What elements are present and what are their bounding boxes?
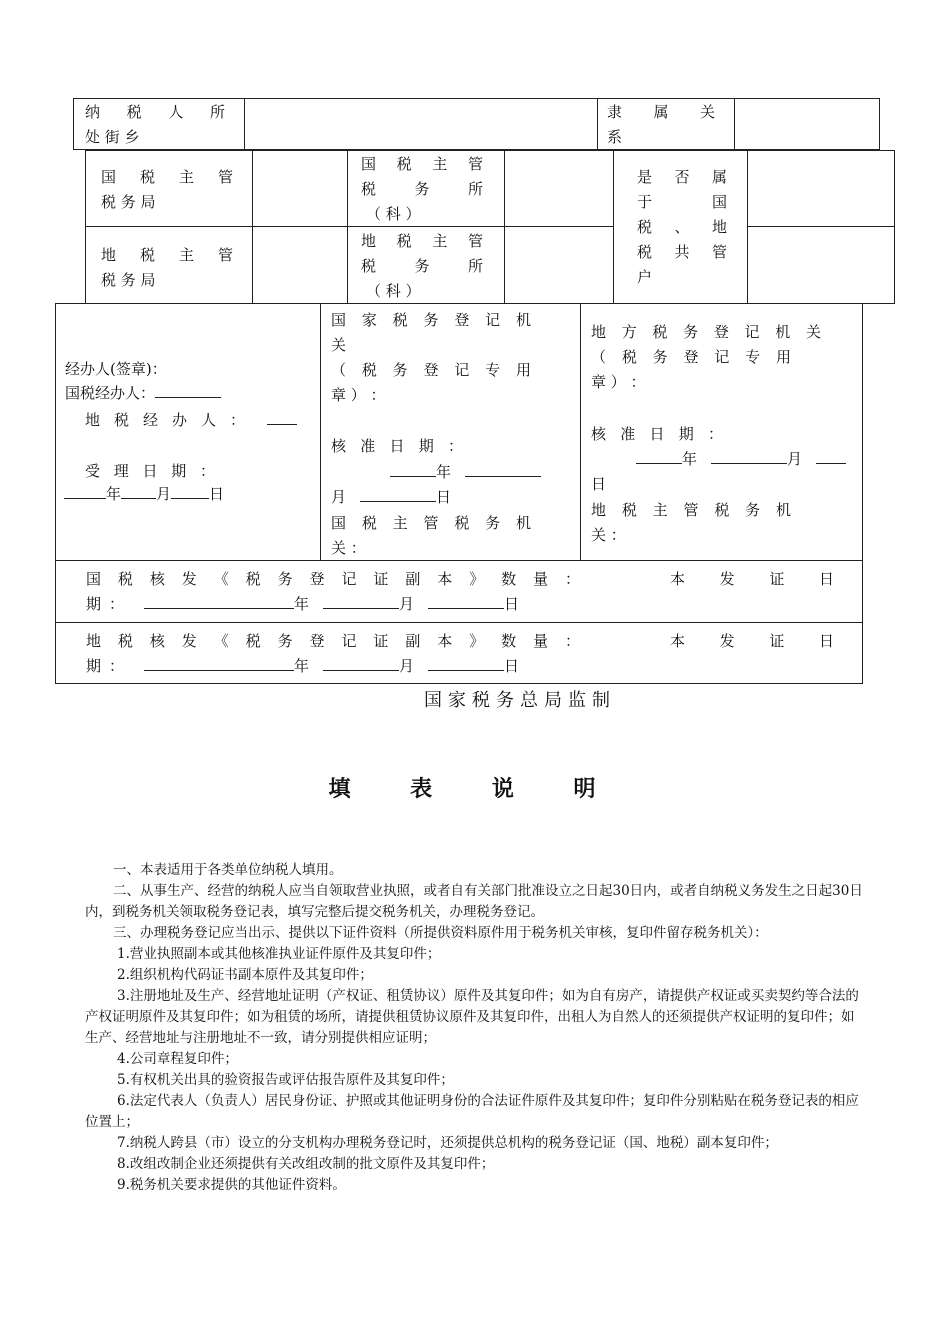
affiliation-value-field[interactable] (734, 98, 880, 150)
supervised-by (0, 686, 950, 712)
nat-approve-month-label: 月 (331, 488, 347, 506)
nat-approve-day-blank[interactable] (360, 487, 436, 502)
nat-reg-line1: 国 家 税 务 登 记 机 (331, 311, 531, 329)
nat-agent-blank[interactable] (155, 383, 221, 398)
loc-agent-text: 地 税 经 办 人 ： (85, 411, 245, 429)
accept-month-blank[interactable] (121, 484, 156, 499)
loc-copy-line1 (86, 629, 838, 654)
nat-issue-year-label: 年 (294, 595, 310, 613)
nat-approve-year-label: 年 (436, 463, 452, 481)
accept-day-blank[interactable] (171, 484, 209, 499)
street-value-field[interactable] (244, 98, 598, 150)
loc-office-label-line1: 地 税 主 管 (361, 232, 483, 250)
loc-reg-line1: 地 方 税 务 登 记 机 关 (591, 323, 821, 341)
nat-agent-text: 国税经办人： (65, 384, 156, 402)
nat-issue-year-blank[interactable] (144, 594, 294, 609)
nat-reg-line4: 章 ） ： (331, 386, 386, 404)
loc-copy-line2 (86, 654, 519, 679)
loc-approve-year-blank[interactable] (636, 449, 682, 464)
nat-issue-day-blank[interactable] (428, 594, 504, 609)
instruction-item: 4.公司章程复印件； (117, 1051, 238, 1067)
nat-copy-label: 国 税 核 发 《 税 务 登 记 证 副 本 》 数 量 ： (86, 570, 580, 588)
instructions-body (85, 860, 865, 1196)
loc-issue-label: 本 发 证 日 (670, 632, 834, 650)
nat-approve-month-blank[interactable] (465, 462, 541, 477)
instruction-item: 7.纳税人跨县（市）设立的分支机构办理税务登记时，还须提供总机构的税务登记证（国、地税）副本复印件； (117, 1135, 778, 1151)
instruction-item: 2.组织机构代码证书副本原件及其复印件； (117, 967, 373, 983)
instruction-item: 1.营业执照副本或其他核准执业证件原件及其复印件； (117, 946, 441, 962)
nat-issue-month-blank[interactable] (323, 594, 399, 609)
nat-office-label-line2: 税 务 所 (361, 180, 483, 198)
instruction-paragraph: 二、从事生产、经营的纳税人应当自领取营业执照，或者自有关部门批准设立之日起30日内，或者自纳税义务发生之日起30日内，到税务机关领取税务登记表，填写完整后提交税务机关，办理税务登记。 (85, 883, 863, 920)
supervised-text: 国家税务总局监制 (424, 690, 616, 711)
nat-issue-label: 本 发 证 日 (670, 570, 834, 588)
loc-agent-label (85, 408, 297, 433)
accept-month-label: 月 (156, 485, 172, 503)
loc-issue-month-blank[interactable] (323, 656, 399, 671)
instruction-item: 3.注册地址及生产、经营地址证明（产权证、租赁协议）原件及其复印件；如为自有房产，请提供产权证或买卖契约等合法的产权证明原件及其复印件；如为租赁的场所，请提供租赁协议原件及其复印件，出租人为自然人的还须提供产权证明的复印件；如生产、经营地址与注册地址不一致，请分别提供相应证明； (85, 988, 859, 1046)
loc-approve-month-label: 月 (787, 450, 803, 468)
street-label-line1: 纳 税 人 所 (85, 103, 225, 121)
loc-copy-label: 地 税 核 发 《 税 务 登 记 证 副 本 》 数 量 ： (86, 632, 580, 650)
shared-value-bottom-field[interactable] (747, 226, 895, 304)
instruction-paragraph: 三、办理税务登记应当出示、提供以下证件资料（所提供资料原件用于税务机关审核，复印件留存税务机关）： (113, 925, 768, 941)
loc-office-label-line3: （ 科 ） (366, 282, 421, 300)
loc-issue-day-label: 日 (504, 657, 520, 675)
loc-reg-line3: 章 ） ： (591, 373, 646, 391)
accept-year-label: 年 (106, 485, 122, 503)
loc-office-label-line2: 税 务 所 (361, 257, 483, 275)
accept-year-blank[interactable] (64, 484, 106, 499)
nat-authority-line1: 国 税 主 管 税 务 机 (331, 514, 531, 532)
nat-office-label-line3: （ 科 ） (366, 205, 421, 223)
nat-issue-day-label: 日 (504, 595, 520, 613)
nat-issue-month-label: 月 (399, 595, 415, 613)
affiliation-label-line1: 隶 属 关 (607, 103, 715, 121)
nat-period-label: 期 ： (86, 595, 124, 613)
loc-period-label: 期 ： (86, 657, 124, 675)
nat-approve-date-label: 核 准 日 期 ： (331, 437, 463, 455)
loc-approve-year-row (636, 447, 846, 472)
nat-agent-label (65, 381, 221, 406)
nat-office-label-line1: 国 税 主 管 (361, 155, 483, 173)
loc-approve-year-label: 年 (682, 450, 698, 468)
loc-authority-line1: 地 税 主 管 税 务 机 (591, 501, 791, 519)
loc-bureau-label-line1: 地 税 主 管 (101, 246, 233, 264)
nat-office-value-field[interactable] (504, 150, 614, 227)
loc-issue-month-label: 月 (399, 657, 415, 675)
shared-label-line2: 于 国 (637, 193, 727, 211)
nat-copy-line1 (86, 567, 838, 592)
loc-approve-date-label: 核 准 日 期 ： (591, 425, 723, 443)
shared-label-line3: 税 、 地 (637, 218, 727, 236)
nat-reg-line2: 关 (331, 336, 347, 354)
nat-approve-month-row (331, 485, 451, 510)
nat-copy-line2 (86, 592, 519, 617)
nat-approve-day-label: 日 (436, 488, 452, 506)
instruction-item: 8.改组改制企业还须提供有关改组改制的批文原件及其复印件； (117, 1156, 495, 1172)
nat-approve-year-blank[interactable] (390, 462, 436, 477)
nat-bureau-label-line2: 税 务 局 (101, 193, 156, 211)
shared-label-line5: 户 (637, 268, 653, 286)
loc-approve-day-label: 日 (591, 475, 607, 493)
instruction-item: 6.法定代表人（负责人）居民身份证、护照或其他证明身份的合法证件原件及其复印件；复印件分别粘贴在税务登记表的相应位置上； (85, 1093, 859, 1130)
nat-authority-line2: 关 ： (331, 539, 366, 557)
loc-bureau-label-line2: 税 务 局 (101, 271, 156, 289)
loc-bureau-value-field[interactable] (252, 226, 348, 304)
accept-day-label: 日 (209, 485, 225, 503)
nat-bureau-label-line1: 国 税 主 管 (101, 168, 233, 186)
loc-authority-line2: 关 ： (591, 526, 626, 544)
loc-approve-month-blank[interactable] (711, 449, 787, 464)
street-label-line2: 处 街 乡 (85, 128, 140, 146)
instruction-item: 9.税务机关要求提供的其他证件资料。 (117, 1177, 346, 1193)
affiliation-label-line2: 系 (607, 128, 623, 146)
nat-bureau-value-field[interactable] (252, 150, 348, 227)
instruction-item: 5.有权机关出具的验资报告或评估报告原件及其复印件； (117, 1072, 454, 1088)
loc-issue-year-blank[interactable] (144, 656, 294, 671)
shared-label-line4: 税 共 管 (637, 243, 727, 261)
nat-approve-year-row (390, 460, 541, 485)
instructions-title: 填 表 说 明 (328, 777, 622, 802)
shared-value-top-field[interactable] (747, 150, 895, 227)
accept-date-fields (64, 482, 224, 507)
loc-reg-line2: （ 税 务 登 记 专 用 (591, 348, 791, 366)
nat-reg-line3: （ 税 务 登 记 专 用 (331, 361, 531, 379)
loc-issue-year-label: 年 (294, 657, 310, 675)
loc-office-value-field[interactable] (504, 226, 614, 304)
loc-approve-day-blank[interactable] (816, 449, 846, 464)
agent-sign-label: 经办人(签章)： (65, 360, 167, 378)
loc-issue-day-blank[interactable] (428, 656, 504, 671)
accept-date-label: 受 理 日 期 ： (85, 462, 215, 480)
loc-agent-blank[interactable] (267, 410, 297, 425)
instruction-paragraph: 一、本表适用于各类单位纳税人填用。 (113, 862, 343, 878)
shared-label-line1: 是 否 属 (637, 168, 727, 186)
